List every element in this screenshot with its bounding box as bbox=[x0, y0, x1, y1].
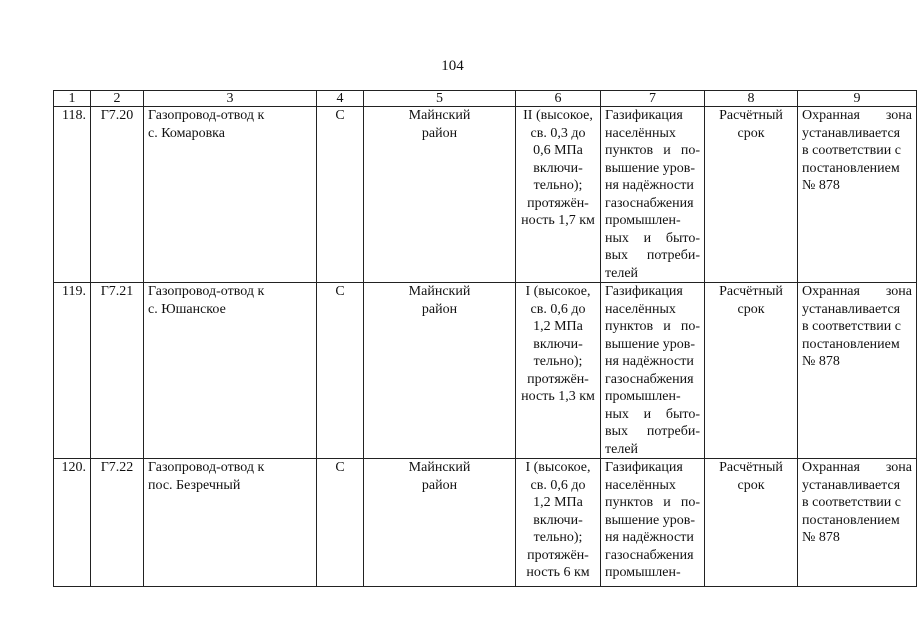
parameters-line: 1,2 МПа bbox=[533, 319, 583, 334]
zone-line: № 878 bbox=[802, 530, 840, 545]
header-col-5: 5 bbox=[364, 91, 516, 107]
object-location bbox=[364, 283, 516, 459]
location-line: район bbox=[421, 477, 458, 493]
word: ных bbox=[605, 406, 629, 422]
object-name bbox=[144, 459, 317, 587]
purpose-line: газоснабжения bbox=[605, 371, 694, 387]
parameters-line: 0,6 МПа bbox=[533, 143, 583, 158]
zone-line bbox=[802, 459, 912, 477]
parameters-line: протяжён- bbox=[527, 371, 589, 387]
object-parameters bbox=[516, 459, 601, 587]
parameters-line: св. 0,6 до bbox=[530, 301, 586, 317]
header-col-9: 9 bbox=[798, 91, 917, 107]
implementation-term bbox=[705, 283, 798, 459]
parameters-line: I (высокое, bbox=[525, 460, 591, 475]
purpose-line: населённых bbox=[605, 477, 676, 493]
object-code: Г7.22 bbox=[91, 459, 144, 587]
purpose-line: газоснабжения bbox=[605, 547, 694, 563]
zone-line bbox=[802, 107, 912, 125]
word: зона bbox=[885, 460, 912, 475]
location-line: Майнский bbox=[408, 108, 471, 123]
word: по- bbox=[680, 319, 700, 334]
purpose-line: вышение уров- bbox=[605, 512, 695, 528]
object-type: С bbox=[317, 459, 364, 587]
purpose-line bbox=[605, 406, 700, 424]
table-header-row bbox=[54, 91, 917, 107]
word: пунктов bbox=[605, 143, 654, 158]
parameters-line: II (высокое, bbox=[523, 108, 593, 123]
purpose-line: ня надёжности bbox=[605, 530, 694, 545]
header-col-4: 4 bbox=[317, 91, 364, 107]
header-col-3: 3 bbox=[144, 91, 317, 107]
word: Охранная bbox=[802, 108, 860, 123]
purpose-line: ня надёжности bbox=[605, 354, 694, 369]
purpose-line: промышлен- bbox=[605, 389, 681, 404]
table-row bbox=[54, 283, 917, 459]
term-line: Расчётный bbox=[719, 284, 783, 299]
purpose-line: газоснабжения bbox=[605, 195, 694, 211]
word: быто- bbox=[665, 230, 700, 246]
term-line: срок bbox=[737, 301, 765, 317]
document-table bbox=[53, 90, 917, 587]
zone-line: постановлением bbox=[802, 512, 900, 528]
purpose-line: Газификация bbox=[605, 108, 683, 123]
location-line: Майнский bbox=[408, 460, 471, 475]
protection-zone bbox=[798, 107, 917, 283]
word: быто- bbox=[665, 406, 700, 422]
parameters-line: протяжён- bbox=[527, 195, 589, 211]
object-name-line: Газопровод-отвод к bbox=[148, 460, 265, 475]
table-row bbox=[54, 107, 917, 283]
zone-line: устанавливается bbox=[802, 477, 901, 493]
object-location bbox=[364, 459, 516, 587]
protection-zone bbox=[798, 283, 917, 459]
zone-line: постановлением bbox=[802, 336, 900, 352]
zone-line bbox=[802, 283, 912, 301]
object-name-line: Газопровод-отвод к bbox=[148, 108, 265, 123]
object-parameters bbox=[516, 283, 601, 459]
purpose-line bbox=[605, 423, 700, 441]
term-line: срок bbox=[737, 125, 765, 141]
location-line: район bbox=[421, 301, 458, 317]
purpose-line bbox=[605, 318, 700, 336]
object-location bbox=[364, 107, 516, 283]
parameters-line: 1,2 МПа bbox=[533, 495, 583, 510]
table-body bbox=[54, 107, 917, 587]
word: ных bbox=[605, 230, 629, 246]
parameters-line: тельно); bbox=[533, 530, 583, 545]
purpose-line: телей bbox=[605, 265, 639, 281]
word: вых bbox=[605, 424, 629, 439]
object-purpose bbox=[601, 283, 705, 459]
word: потреби- bbox=[646, 248, 700, 263]
word: Охранная bbox=[802, 460, 860, 475]
object-name-line: с. Юшанское bbox=[148, 301, 226, 317]
zone-line: устанавливается bbox=[802, 301, 901, 317]
zone-line: № 878 bbox=[802, 178, 840, 193]
zone-line: № 878 bbox=[802, 354, 840, 369]
purpose-line: промышлен- bbox=[605, 565, 681, 580]
word: зона bbox=[885, 284, 912, 299]
object-type: С bbox=[317, 107, 364, 283]
purpose-line: Газификация bbox=[605, 460, 683, 475]
parameters-line: ность 1,3 км bbox=[521, 389, 595, 404]
parameters-line: включи- bbox=[533, 160, 583, 176]
object-type: С bbox=[317, 283, 364, 459]
parameters-line: протяжён- bbox=[527, 547, 589, 563]
location-line: район bbox=[421, 125, 458, 141]
word: Охранная bbox=[802, 284, 860, 299]
term-line: Расчётный bbox=[719, 460, 783, 475]
purpose-line bbox=[605, 230, 700, 248]
word: и bbox=[663, 495, 671, 510]
parameters-line: тельно); bbox=[533, 354, 583, 369]
word: вых bbox=[605, 248, 629, 263]
object-name bbox=[144, 107, 317, 283]
term-line: Расчётный bbox=[719, 108, 783, 123]
object-name-line: Газопровод-отвод к bbox=[148, 284, 265, 299]
parameters-line: ность 6 км bbox=[526, 565, 590, 580]
parameters-line: св. 0,6 до bbox=[530, 477, 586, 493]
parameters-line: тельно); bbox=[533, 178, 583, 193]
word: пунктов bbox=[605, 495, 654, 510]
object-code: Г7.21 bbox=[91, 283, 144, 459]
parameters-line: включи- bbox=[533, 336, 583, 352]
word: и bbox=[663, 143, 671, 158]
word: и bbox=[643, 406, 652, 422]
purpose-line: вышение уров- bbox=[605, 336, 695, 352]
object-purpose bbox=[601, 107, 705, 283]
header-col-1: 1 bbox=[54, 91, 91, 107]
purpose-line bbox=[605, 142, 700, 160]
parameters-line: включи- bbox=[533, 512, 583, 528]
purpose-line bbox=[605, 247, 700, 265]
purpose-line: телей bbox=[605, 441, 639, 457]
table-row bbox=[54, 459, 917, 587]
page-number: 104 bbox=[441, 58, 464, 74]
parameters-line: ность 1,7 км bbox=[521, 213, 595, 228]
object-name bbox=[144, 283, 317, 459]
header-col-2: 2 bbox=[91, 91, 144, 107]
protection-zone bbox=[798, 459, 917, 587]
zone-line: устанавливается bbox=[802, 125, 901, 141]
word: по- bbox=[680, 143, 700, 158]
word: и bbox=[663, 319, 671, 334]
zone-line: в соответствии с bbox=[802, 143, 901, 158]
object-code: Г7.20 bbox=[91, 107, 144, 283]
parameters-line: св. 0,3 до bbox=[530, 125, 586, 141]
implementation-term bbox=[705, 459, 798, 587]
object-purpose bbox=[601, 459, 705, 587]
purpose-line: населённых bbox=[605, 125, 676, 141]
zone-line: в соответствии с bbox=[802, 495, 901, 510]
implementation-term bbox=[705, 107, 798, 283]
row-number: 119. bbox=[54, 283, 91, 459]
word: по- bbox=[680, 495, 700, 510]
header-col-7: 7 bbox=[601, 91, 705, 107]
purpose-line bbox=[605, 494, 700, 512]
row-number: 118. bbox=[54, 107, 91, 283]
header-col-6: 6 bbox=[516, 91, 601, 107]
word: зона bbox=[885, 108, 912, 123]
row-number: 120. bbox=[54, 459, 91, 587]
zone-line: в соответствии с bbox=[802, 319, 901, 334]
object-parameters bbox=[516, 107, 601, 283]
location-line: Майнский bbox=[408, 284, 471, 299]
word: потреби- bbox=[646, 424, 700, 439]
header-col-8: 8 bbox=[705, 91, 798, 107]
object-name-line: пос. Безречный bbox=[148, 477, 241, 493]
term-line: срок bbox=[737, 477, 765, 493]
zone-line: постановлением bbox=[802, 160, 900, 176]
word: и bbox=[643, 230, 652, 246]
word: пунктов bbox=[605, 319, 654, 334]
purpose-line: промышлен- bbox=[605, 213, 681, 228]
purpose-line: Газификация bbox=[605, 284, 683, 299]
parameters-line: I (высокое, bbox=[525, 284, 591, 299]
purpose-line: вышение уров- bbox=[605, 160, 695, 176]
purpose-line: населённых bbox=[605, 301, 676, 317]
object-name-line: с. Комаровка bbox=[148, 125, 225, 141]
purpose-line: ня надёжности bbox=[605, 178, 694, 193]
